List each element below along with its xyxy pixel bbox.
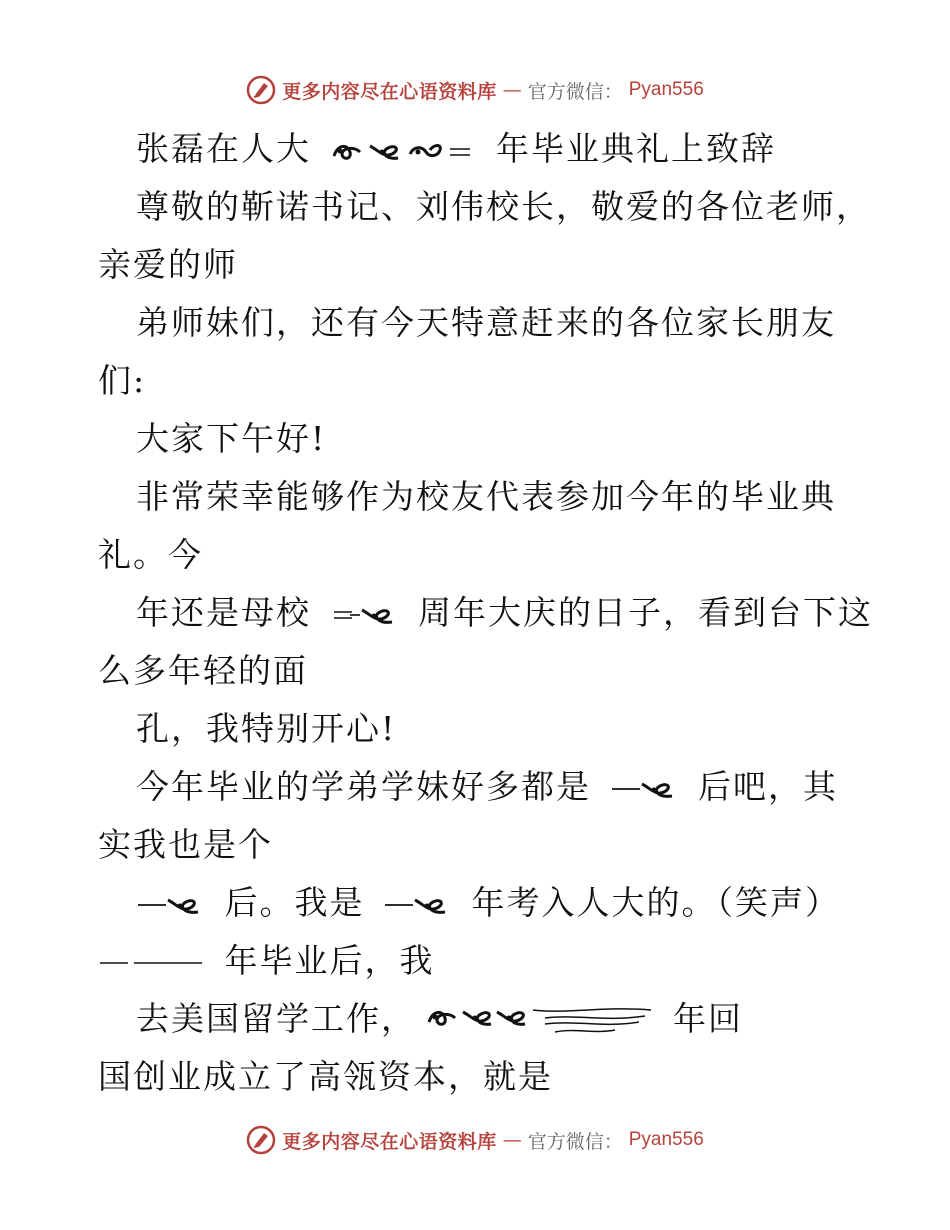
header-banner-id: Pyan556 bbox=[628, 79, 704, 100]
footer-banner-title: 更多内容尽在心语资料库 bbox=[282, 1130, 497, 1153]
text-line-1 bbox=[98, 120, 858, 178]
text-segment: 年毕业后，我 bbox=[224, 941, 435, 980]
text-segment: 后。我是 bbox=[224, 883, 365, 922]
text-line-5: 们: bbox=[98, 361, 147, 400]
header-banner-title: 更多内容尽在心语资料库 bbox=[282, 80, 497, 103]
text-segment: 后吧，其 bbox=[698, 767, 838, 806]
footer-banner-id: Pyan556 bbox=[628, 1129, 704, 1150]
text-line-10: 么多年轻的面 bbox=[98, 651, 308, 690]
text-segment: 年毕业典礼上致辞 bbox=[496, 129, 776, 168]
header-banner-dash: — bbox=[502, 79, 522, 101]
text-line-17: 国创业成立了高瓴资本，就是 bbox=[98, 1057, 553, 1096]
garbled-number-glyph bbox=[136, 890, 206, 920]
text-line-11: 孔，我特别开心! bbox=[136, 709, 397, 748]
brand-logo-icon bbox=[246, 1125, 276, 1155]
text-line-9 bbox=[98, 584, 873, 642]
header-banner bbox=[0, 70, 950, 110]
text-line-12 bbox=[98, 758, 858, 816]
text-line-15 bbox=[98, 932, 858, 990]
text-line-4: 弟师妹们，还有今天特意赶来的各位家长朋友 bbox=[136, 303, 836, 342]
garbled-number-glyph bbox=[330, 600, 400, 630]
text-line-8: 礼。今 bbox=[98, 535, 203, 574]
text-line-6: 大家下午好! bbox=[136, 419, 327, 458]
text-line-2: 尊敬的靳诺书记、刘伟校长，敬爱的各位老师， bbox=[136, 187, 871, 226]
garbled-number-glyph bbox=[610, 774, 680, 804]
garbled-number-glyph bbox=[383, 890, 453, 920]
text-line-14 bbox=[98, 874, 858, 932]
text-line-13: 实我也是个 bbox=[98, 825, 273, 864]
speech-text bbox=[98, 120, 873, 1106]
brand-logo-icon bbox=[246, 75, 276, 105]
text-segment: 周年大庆的日子，看到台下这 bbox=[418, 593, 873, 632]
garbled-number-glyph bbox=[425, 1004, 655, 1038]
text-line-16 bbox=[98, 990, 858, 1048]
text-line-7: 非常荣幸能够作为校友代表参加今年的毕业典 bbox=[136, 477, 836, 516]
text-segment: 年还是母校 bbox=[136, 593, 311, 632]
header-banner-label: 官方微信： bbox=[527, 80, 623, 103]
text-segment: 年回 bbox=[673, 999, 743, 1038]
text-line-3: 亲爱的师 bbox=[98, 245, 238, 284]
footer-banner-dash: — bbox=[502, 1129, 522, 1151]
text-segment: 今年毕业的学弟学妹好多都是 bbox=[136, 767, 591, 806]
text-segment: 年考入人大的。（笑声） bbox=[471, 883, 840, 922]
footer-banner bbox=[0, 1120, 950, 1160]
text-segment: 去美国留学工作， bbox=[136, 999, 416, 1038]
garbled-number-glyph bbox=[330, 136, 478, 166]
garbled-number-glyph bbox=[98, 948, 206, 978]
footer-banner-label: 官方微信： bbox=[527, 1130, 623, 1153]
text-segment: 张磊在人大 bbox=[136, 129, 311, 168]
